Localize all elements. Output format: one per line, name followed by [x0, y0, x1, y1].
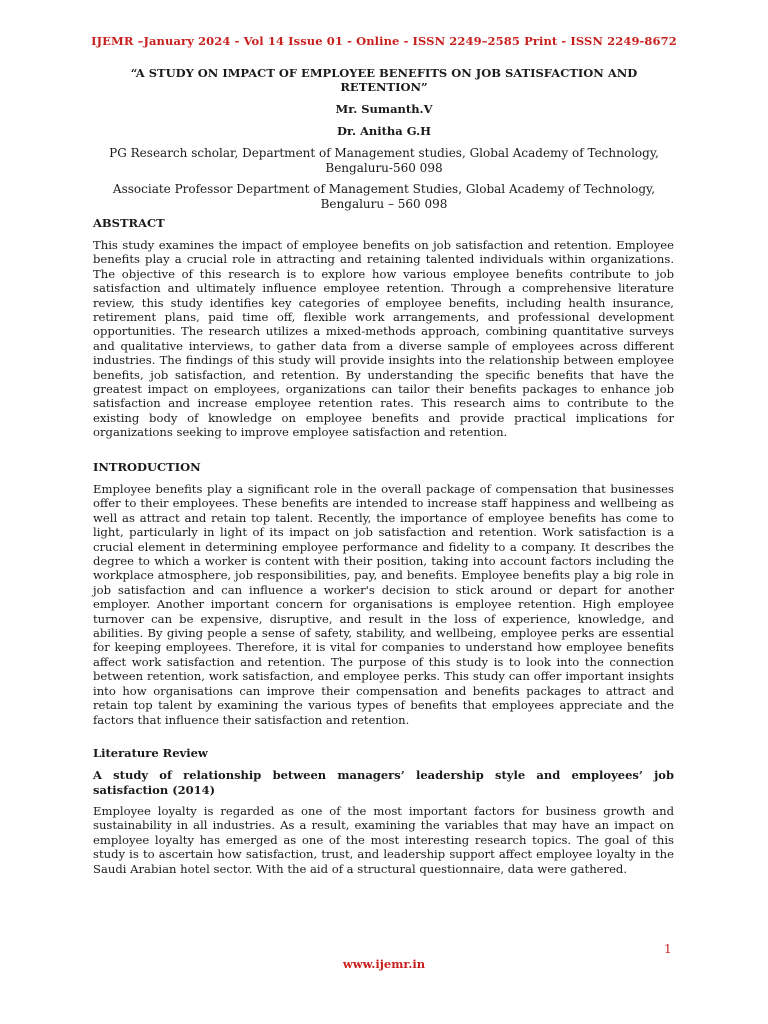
literature-subheading: A study of relationship between managers’ leadership style and employees’ job satisfaction (2014): [93, 768, 674, 797]
literature-text: Employee loyalty is regarded as one of the most important factors for business growth and sustainability in all industries. As a result, examining the variables that may have an impact on employee loyalty has emerged as one of the most interesting research topics. The goal of this study is to ascertain how satisfaction, trust, and leadership support affect employee loyalty in the Saudi Arabian hotel sector. With the aid of a structural questionnaire, data were gathered.: [93, 804, 674, 876]
abstract-heading: ABSTRACT: [93, 216, 165, 230]
author-2: Dr. Anitha G.H: [336, 124, 432, 138]
journal-header: IJEMR –January 2024 - Vol 14 Issue 01 - Online - ISSN 2249–2585 Print - ISSN 2249-8672: [91, 34, 677, 48]
introduction-text: Employee benefits play a significant role in the overall package of compensation that businesses offer to their employees. These benefits are intended to increase staff happiness and wellbeing as well as attract and retain top talent. Recently, the importance of employee benefits has come to light, particularly in light of its impact on job satisfaction and retention. Work satisfaction is a crucial element in determining employee performance and fidelity to a company. It describes the degree to which a worker is content with their position, taking into account factors including the workplace atmosphere, job responsibilities, pay, and benefits. Employee benefits play a big role in job satisfaction and can influence a worker's decision to stick around or depart for another employer. Another important concern for organisations is employee retention. High employee turnover can be expensive, disruptive, and result in the loss of experience, knowledge, and abilities. By giving people a sense of safety, stability, and wellbeing, employee perks are essential for keeping employees. Therefore, it is vital for companies to understand how employee benefits affect work satisfaction and retention. The purpose of this study is to look into the connection between retention, work satisfaction, and employee perks. This study can offer important insights into how organisations can improve their compensation and benefits packages to attract and retain top talent by examining the various types of benefits that employees appreciate and the factors that influence their satisfaction and retention.: [93, 482, 674, 727]
affiliation-1: PG Research scholar, Department of Management studies, Global Academy of Technology, Bengaluru-560 098: [109, 146, 659, 175]
abstract-text: This study examines the impact of employee benefits on job satisfaction and retention. Employee benefits play a crucial role in attracting and retaining talented individuals within organizations. The objective of this research is to explore how various employee benefits contribute to job satisfaction and ultimately influence employee retention. Through a comprehensive literature review, this study identifies key categories of employee benefits, including health insurance, retirement plans, paid time off, flexible work arrangements, and professional development opportunities. The research utilizes a mixed-methods approach, combining quantitative surveys and qualitative interviews, to gather data from a diverse sample of employees across different industries. The findings of this study will provide insights into the relationship between employee benefits, job satisfaction, and retention. By understanding the specific benefits that have the greatest impact on employees, organizations can tailor their benefits packages to enhance job satisfaction and increase employee retention rates. This research aims to contribute to the existing body of knowledge on employee benefits and provide practical implications for organizations seeking to improve employee satisfaction and retention.: [93, 238, 674, 440]
introduction-heading: INTRODUCTION: [93, 460, 201, 474]
footer-url-link[interactable]: www.ijemr.in: [342, 957, 426, 971]
affiliation-2: Associate Professor Department of Management Studies, Global Academy of Technology, Bengaluru – 560 098: [112, 182, 656, 211]
page-number: 1: [664, 942, 672, 956]
author-1: Mr. Sumanth.V: [335, 102, 433, 116]
literature-review-heading: Literature Review: [93, 746, 208, 760]
paper-title: “A STUDY ON IMPACT OF EMPLOYEE BENEFITS ON JOB SATISFACTION AND RETENTION”: [130, 66, 638, 94]
